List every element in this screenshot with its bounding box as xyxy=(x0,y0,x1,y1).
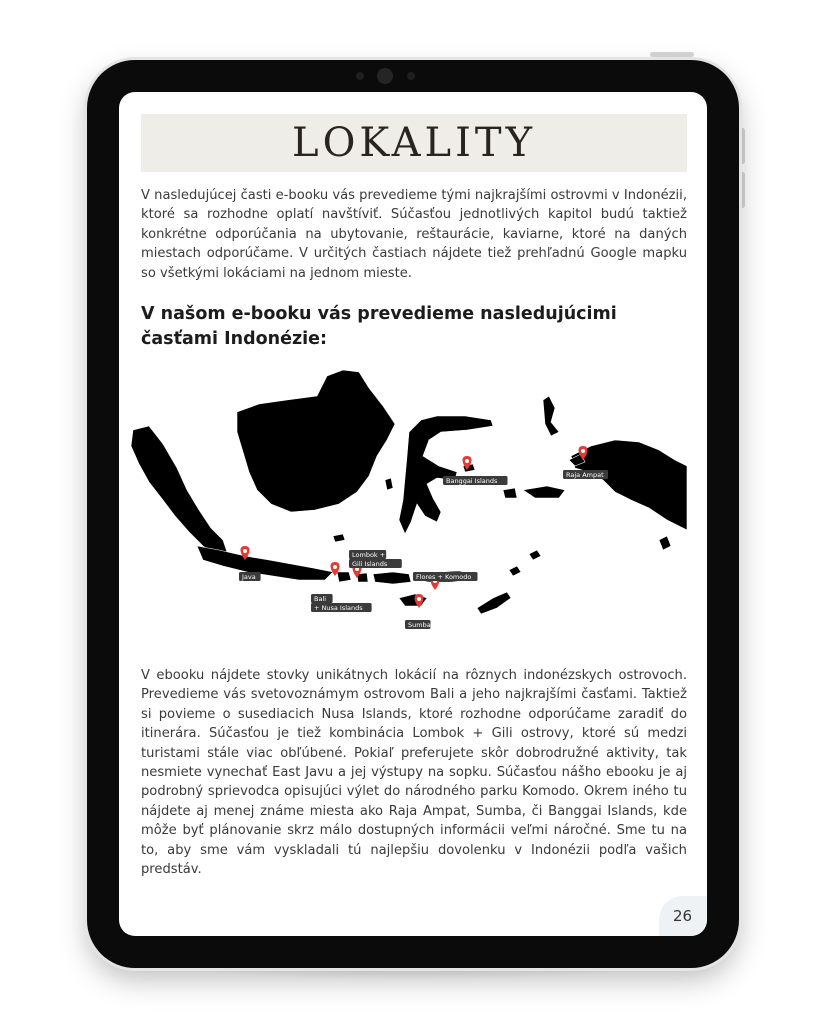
small-island xyxy=(385,478,393,490)
bali-island xyxy=(337,572,351,582)
timor-island xyxy=(477,592,511,614)
sumatra-island xyxy=(131,426,227,556)
map-pin-dot xyxy=(465,459,469,463)
small-island xyxy=(659,536,671,550)
buru-island xyxy=(503,488,517,498)
camera-dot-left xyxy=(356,72,364,80)
map-pin-dot xyxy=(581,449,585,453)
body-paragraph: V ebooku nájdete stovky unikátnych lokácií na rôznych indonézskych ostrovoch. Prevedieme vás svetovoznámym ostrovom Bali a jeho najkrajšími časťami. Taktiež si povieme o susediacich Nusa Islands, ktoré rozhodne odporúčame zaradiť do itinerára. Súčasťou je tiež kombinácia Lombok + Gili ostrovy, ktoré sú medzi turistami stále viac obľúbené. Pokiaľ preferujete skôr dobrodružné aktivity, tak nesmiete vynechať East Javu a jej výstupy na sopku. Súčasťou nášho ebooku je aj podrobný sprievodca opisujúci výlet do národného parku Komodo. Okrem iného tu nájdete aj menej známe miesta ako Raja Ampat, Sumba, či Banggai Islands, kde môže byť plánovanie skrz málo dostupných informácii veľmi náročné. Sme tu na to, aby sme vám vyskladali tú najlepšiu dovolenku v Indonézii podľa vašich predstáv. xyxy=(141,668,687,878)
title-banner xyxy=(141,114,687,172)
volume-up-button xyxy=(740,128,745,164)
intro-paragraph: V nasledujúcej časti e-booku vás prevedieme tými najkrajšími ostrovmi v Indonézii, ktoré sa rozhodne oplatí navštíviť. Súčasťou jednotlivých kapitol budú taktiež konkrétne odporúčania na ubytovanie, reštaurácie, kaviarne, ktoré na daných miestach odporúčame. V určitých častiach nájdete tiež prehľadnú Google mapku so všetkými lokáciami na jednom mieste. xyxy=(141,188,687,281)
marker-label: Raja Ampat xyxy=(566,470,604,479)
marker-label: Lombok + xyxy=(352,550,386,559)
marker-label: Flores + Komodo xyxy=(416,572,472,581)
map-pin-dot xyxy=(333,565,337,569)
java-island xyxy=(197,546,333,580)
page-title: LOKALITY xyxy=(292,120,536,166)
page-number-badge xyxy=(659,896,707,936)
marker-label: Java xyxy=(242,572,256,581)
power-button xyxy=(650,52,694,57)
marker-flores xyxy=(413,572,478,590)
small-island xyxy=(529,550,541,560)
sulawesi-island xyxy=(399,416,493,534)
halmahera-island xyxy=(543,396,559,436)
volume-down-button xyxy=(740,172,745,208)
camera-dot-right xyxy=(407,72,415,80)
indonesia-map xyxy=(119,360,707,650)
section-subheading: V našom e-booku vás prevedieme nasledujúcimi časťami Indonézie: xyxy=(141,304,617,349)
seram-island xyxy=(523,486,565,498)
papua-island xyxy=(571,440,687,530)
marker-label: + Nusa Islands xyxy=(314,603,363,612)
small-island xyxy=(509,566,521,576)
small-island xyxy=(333,534,345,542)
map-pin-dot xyxy=(243,549,247,553)
marker-label: Banggai Islands xyxy=(446,476,498,485)
page-number: 26 xyxy=(673,907,693,925)
map-pin-dot xyxy=(417,597,421,601)
marker-label: Gili Islands xyxy=(352,559,388,568)
marker-label: Sumba xyxy=(408,620,431,629)
marker-label: Bali xyxy=(314,594,327,603)
sumbawa-island xyxy=(373,572,411,584)
ebook-page xyxy=(119,92,707,936)
borneo-island xyxy=(237,370,395,512)
camera-lens xyxy=(377,68,393,84)
